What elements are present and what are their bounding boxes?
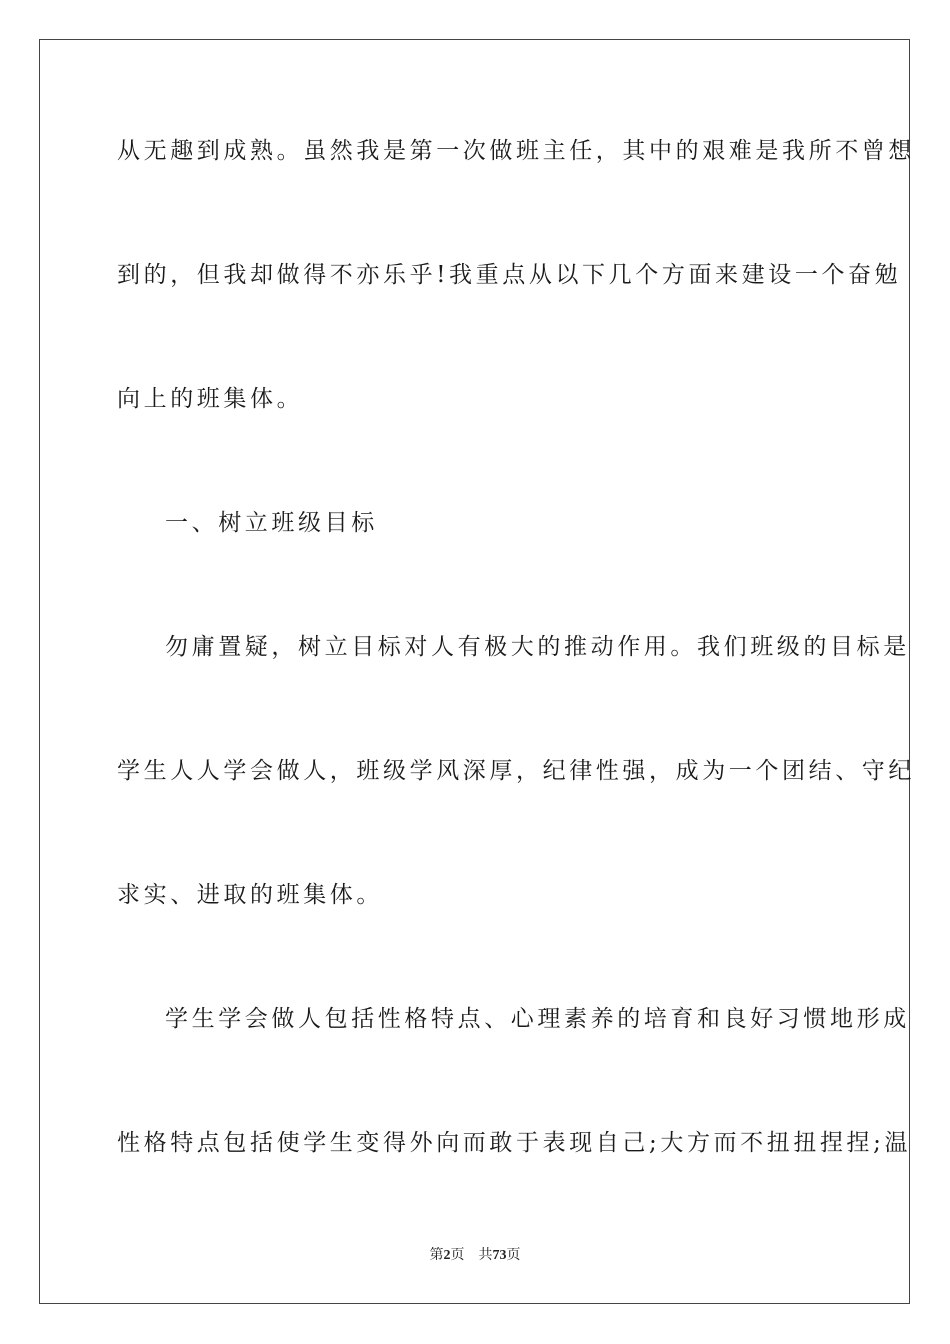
footer-total-prefix: 共	[478, 1248, 493, 1263]
body-text-line-4: 勿庸置疑，树立目标对人有极大的推动作用。我们班级的目标是	[165, 634, 910, 660]
body-text-line-2: 到的，但我却做得不亦乐乎!我重点从以下几个方面来建设一个奋勉	[117, 262, 902, 288]
footer-total-suffix: 页	[506, 1248, 521, 1263]
footer-total-pages: 73	[492, 1248, 507, 1263]
body-text-line-3: 向上的班集体。	[117, 386, 304, 412]
body-text-line-7: 学生学会做人包括性格特点、心理素养的培育和良好习惯地形成	[165, 1006, 910, 1032]
page-frame	[39, 39, 915, 1304]
body-text-line-1: 从无趣到成熟。虽然我是第一次做班主任，其中的艰难是我所不曾想	[117, 138, 915, 164]
body-text-line-6: 求实、进取的班集体。	[117, 882, 383, 908]
footer-page-suffix: 页	[450, 1248, 465, 1263]
page-footer	[0, 1246, 950, 1266]
footer-page-number: 2	[443, 1248, 451, 1263]
section-heading: 一、树立班级目标	[165, 510, 378, 536]
body-text-line-8: 性格特点包括使学生变得外向而敢于表现自己;大方而不扭扭捏捏;温	[117, 1130, 912, 1156]
footer-page-prefix: 第	[429, 1248, 444, 1263]
body-text-line-5: 学生人人学会做人，班级学风深厚，纪律性强，成为一个团结、守纪	[117, 758, 915, 784]
